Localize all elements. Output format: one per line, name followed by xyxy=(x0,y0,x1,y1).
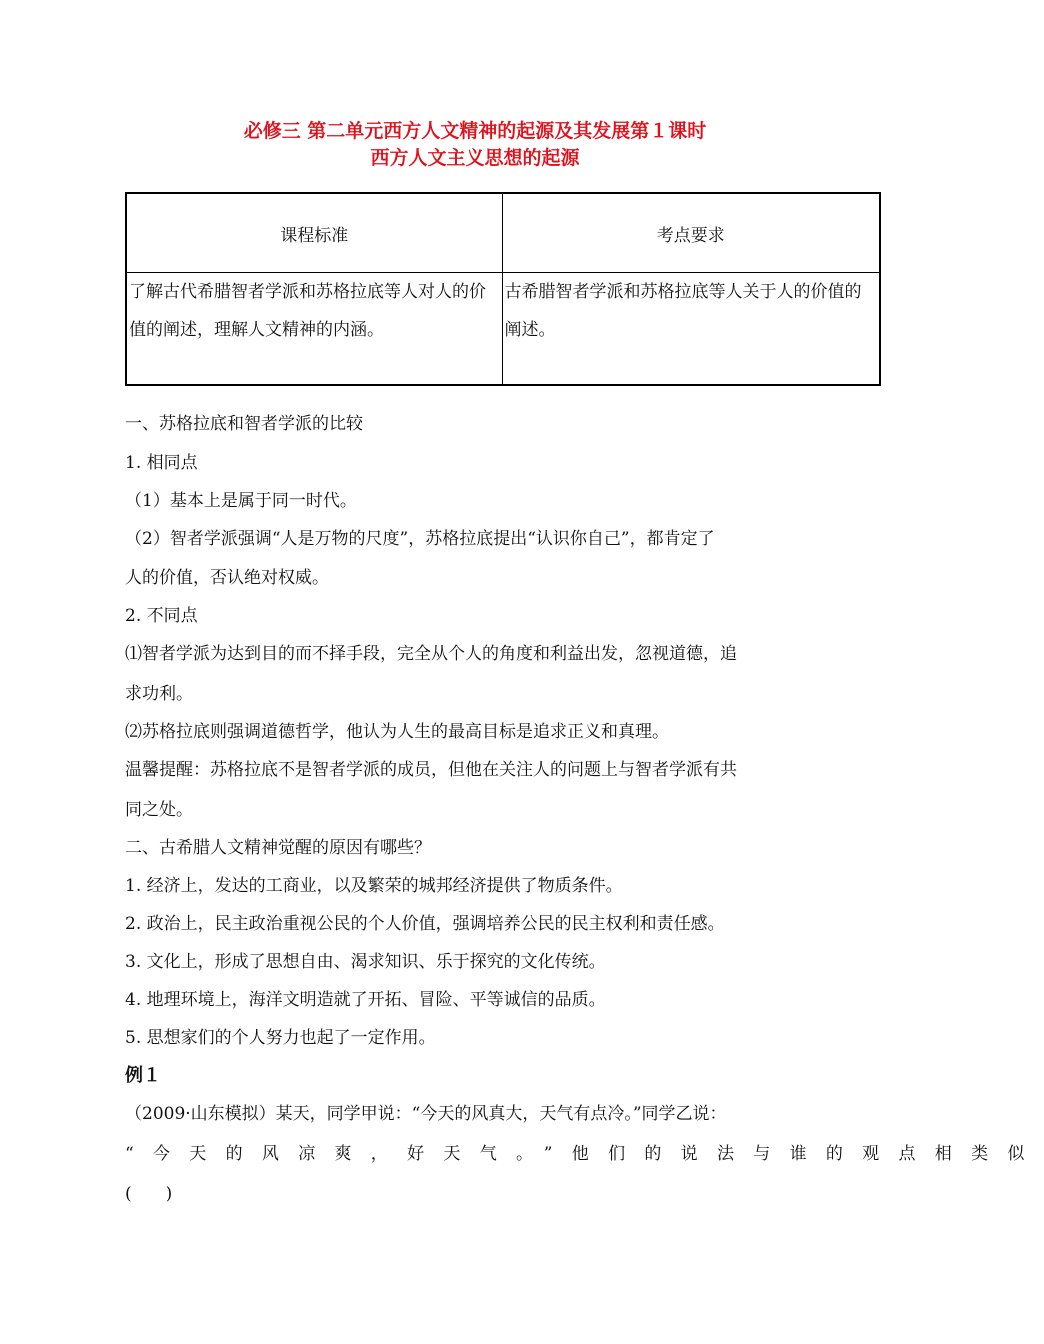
subheading-differences: 2. 不同点 xyxy=(125,606,198,626)
tip-paragraph: 温馨提醒：苏格拉底不是智者学派的成员，但他在关注人的问题上与智者学派有共 xyxy=(125,760,737,780)
list-item: 2. 政治上，民主政治重视公民的个人价值，强调培养公民的民主权利和责任感。 xyxy=(125,914,725,934)
example-question: （2009·山东模拟）某天，同学甲说：“今天的风真大，天气有点冷。”同学乙说： xyxy=(125,1104,727,1124)
table-cell-exam-requirements: 古希腊智者学派和苏格拉底等人关于人的价值的阐述。 xyxy=(502,273,880,386)
document-title-line-1: 必修三 第二单元西方人文精神的起源及其发展第１课时 xyxy=(243,120,707,142)
table-header-exam-requirements: 考点要求 xyxy=(502,193,880,273)
paragraph: （1）基本上是属于同一时代。 xyxy=(125,491,357,511)
paragraph: 人的价值，否认绝对权威。 xyxy=(125,568,329,588)
paragraph: 求功利。 xyxy=(125,684,193,704)
table-header-curriculum-standard: 课程标准 xyxy=(126,193,502,273)
paragraph: （2）智者学派强调“人是万物的尺度”，苏格拉底提出“认识你自己”，都肯定了 xyxy=(125,529,715,549)
list-item: 1. 经济上，发达的工商业，以及繁荣的城邦经济提供了物质条件。 xyxy=(125,876,623,896)
curriculum-standard-table xyxy=(125,192,881,386)
subheading-similarities: 1. 相同点 xyxy=(125,453,198,473)
list-item: 3. 文化上，形成了思想自由、渴求知识、乐于探究的文化传统。 xyxy=(125,952,606,972)
example-question: “今天的风凉爽，好天气。”他们的说法与谁的观点相类似 xyxy=(125,1144,1044,1164)
example-label: 例１ xyxy=(125,1065,161,1086)
table-cell-curriculum-standard: 了解古代希腊智者学派和苏格拉底等人对人的价值的阐述，理解人文精神的内涵。 xyxy=(126,273,502,386)
section-heading-1: 一、苏格拉底和智者学派的比较 xyxy=(125,414,363,434)
list-item: 5. 思想家们的个人努力也起了一定作用。 xyxy=(125,1028,436,1048)
answer-blank: ( ) xyxy=(125,1184,173,1204)
paragraph: ⑴智者学派为达到目的而不择手段，完全从个人的角度和利益出发，忽视道德，追 xyxy=(125,644,737,664)
section-heading-2: 二、古希腊人文精神觉醒的原因有哪些？ xyxy=(125,838,431,858)
tip-paragraph: 同之处。 xyxy=(125,800,193,820)
document-title-line-2: 西方人文主义思想的起源 xyxy=(370,147,580,169)
list-item: 4. 地理环境上，海洋文明造就了开拓、冒险、平等诚信的品质。 xyxy=(125,990,606,1010)
paragraph: ⑵苏格拉底则强调道德哲学，他认为人生的最高目标是追求正义和真理。 xyxy=(125,722,669,742)
